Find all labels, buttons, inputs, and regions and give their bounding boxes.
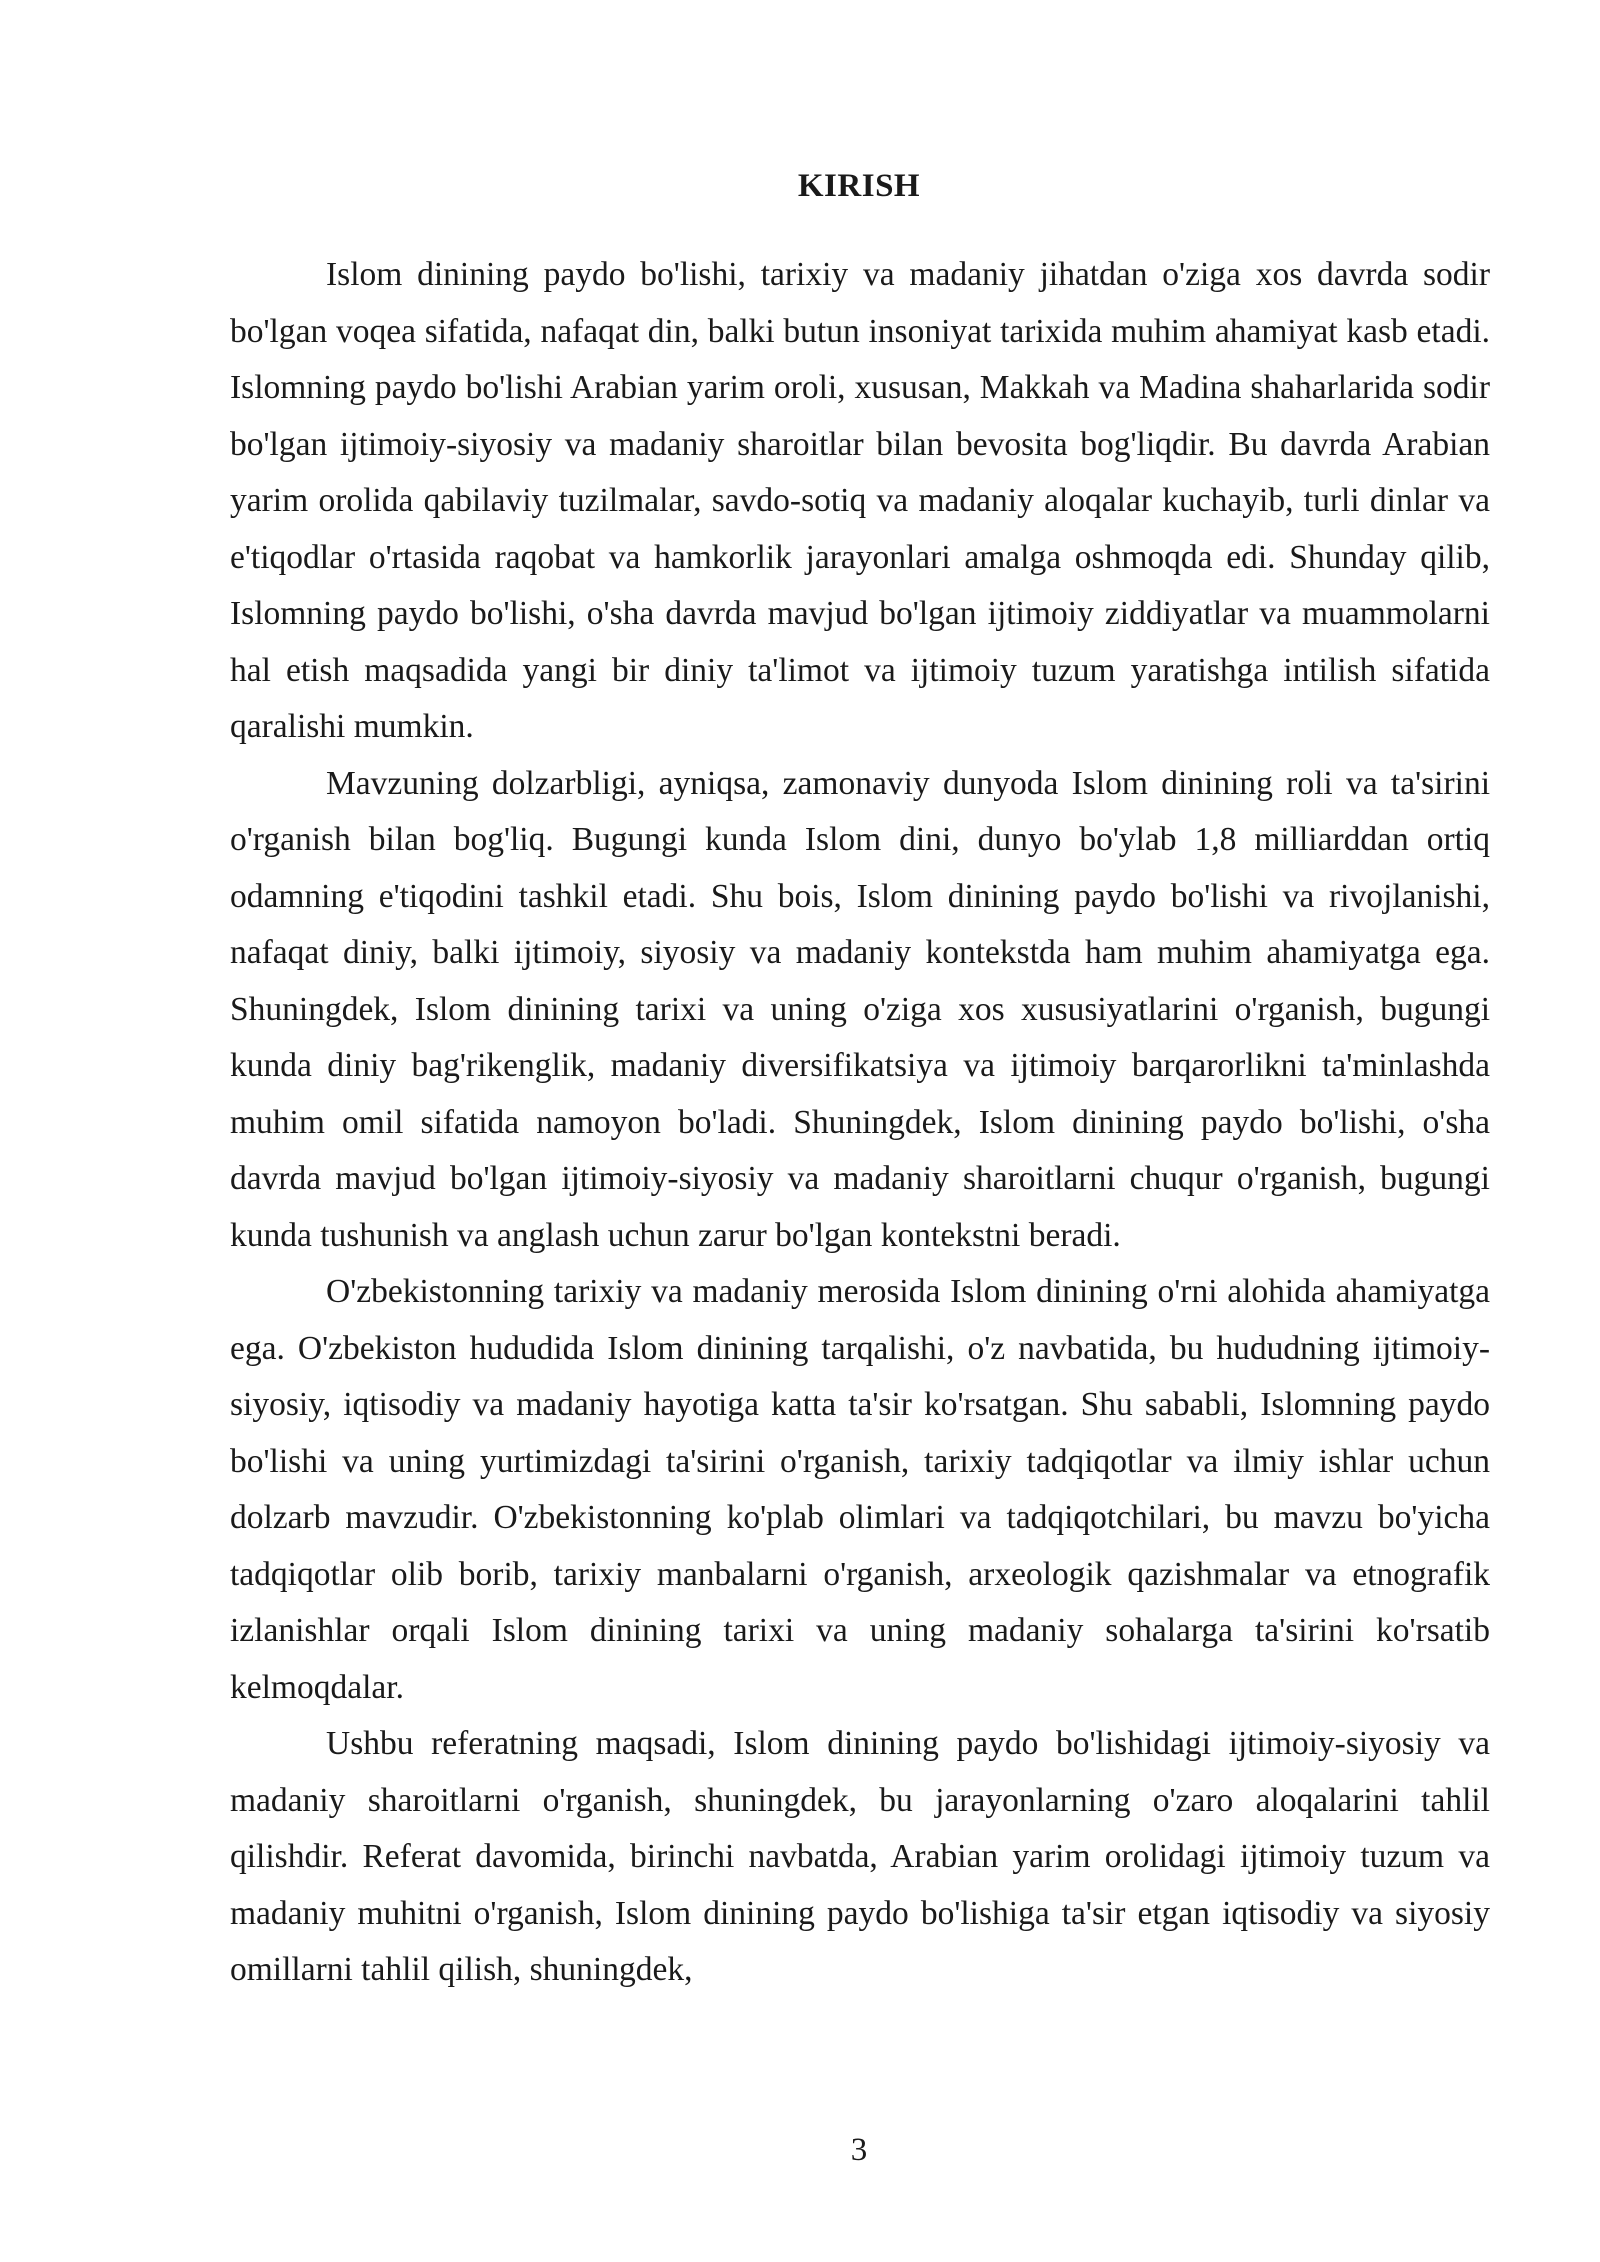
page-number: 3 [850, 2132, 868, 2168]
document-body [230, 247, 1490, 1999]
page-title: KIRISH [797, 168, 921, 204]
paragraph-1: Islom dinining paydo bo'lishi, tarixiy va madaniy jihatdan o'ziga xos davrda sodir bo'lgan voqea sifatida, nafaqat din, balki butun insoniyat tarixida muhim ahamiyat kasb etadi. Islomning paydo bo'lishi Arabian yarim oroli, xususan, Makkah va Madina shaharlarida sodir bo'lgan ijtimoiy-siyosiy va madaniy sharoitlar bilan bevosita bog'liqdir. Bu davrda Arabian yarim orolida qabilaviy tuzilmalar, savdo-sotiq va madaniy aloqalar kuchayib, turli dinlar va e'tiqodlar o'rtasida raqobat va hamkorlik jarayonlari amalga oshmoqda edi. Shunday qilib, Islomning paydo bo'lishi, o'sha davrda mavjud bo'lgan ijtimoiy ziddiyatlar va muammolarni hal etish maqsadida yangi bir diniy ta'limot va ijtimoiy tuzum yaratishga intilish sifatida qaralishi mumkin. [230, 256, 1490, 745]
paragraph-3: O'zbekistonning tarixiy va madaniy merosida Islom dinining o'rni alohida ahamiyatga ega. O'zbekiston hududida Islom dinining tarqalishi, o'z navbatida, bu hududning ijtimoiy-siyosiy, iqtisodiy va madaniy hayotiga katta ta'sir ko'rsatgan. Shu sababli, Islomning paydo bo'lishi va uning yurtimizdagi ta'sirini o'rganish, tarixiy tadqiqotlar va ilmiy ishlar uchun dolzarb mavzudir. O'zbekistonning ko'plab olimlari va tadqiqotchilari, bu mavzu bo'yicha tadqiqotlar olib borib, tarixiy manbalarni o'rganish, arxeologik qazishmalar va etnografik izlanishlar orqali Islom dinining tarixi va uning madaniy sohalarga ta'sirini ko'rsatib kelmoqdalar. [230, 1273, 1490, 1706]
paragraph-4: Ushbu referatning maqsadi, Islom dinining paydo bo'lishidagi ijtimoiy-siyosiy va madaniy sharoitlarni o'rganish, shuningdek, bu jarayonlarning o'zaro aloqalarini tahlil qilishdir. Referat davomida, birinchi navbatda, Arabian yarim orolidagi ijtimoiy tuzum va madaniy muhitni o'rganish, Islom dinining paydo bo'lishiga ta'sir etgan iqtisodiy va siyosiy omillarni tahlil qilish, shuningdek, [230, 1725, 1490, 1988]
paragraph-2: Mavzuning dolzarbligi, ayniqsa, zamonaviy dunyoda Islom dinining roli va ta'sirini o'rganish bilan bog'liq. Bugungi kunda Islom dini, dunyo bo'ylab 1,8 milliarddan ortiq odamning e'tiqodini tashkil etadi. Shu bois, Islom dinining paydo bo'lishi va rivojlanishi, nafaqat diniy, balki ijtimoiy, siyosiy va madaniy kontekstda ham muhim ahamiyatga ega. Shuningdek, Islom dinining tarixi va uning o'ziga xos xususiyatlarini o'rganish, bugungi kunda diniy bag'rikenglik, madaniy diversifikatsiya va ijtimoiy barqarorlikni ta'minlashda muhim omil sifatida namoyon bo'ladi. Shuningdek, Islom dinining paydo bo'lishi, o'sha davrda mavjud bo'lgan ijtimoiy-siyosiy va madaniy sharoitlarni chuqur o'rganish, bugungi kunda tushunish va anglash uchun zarur bo'lgan kontekstni beradi. [230, 764, 1490, 1254]
